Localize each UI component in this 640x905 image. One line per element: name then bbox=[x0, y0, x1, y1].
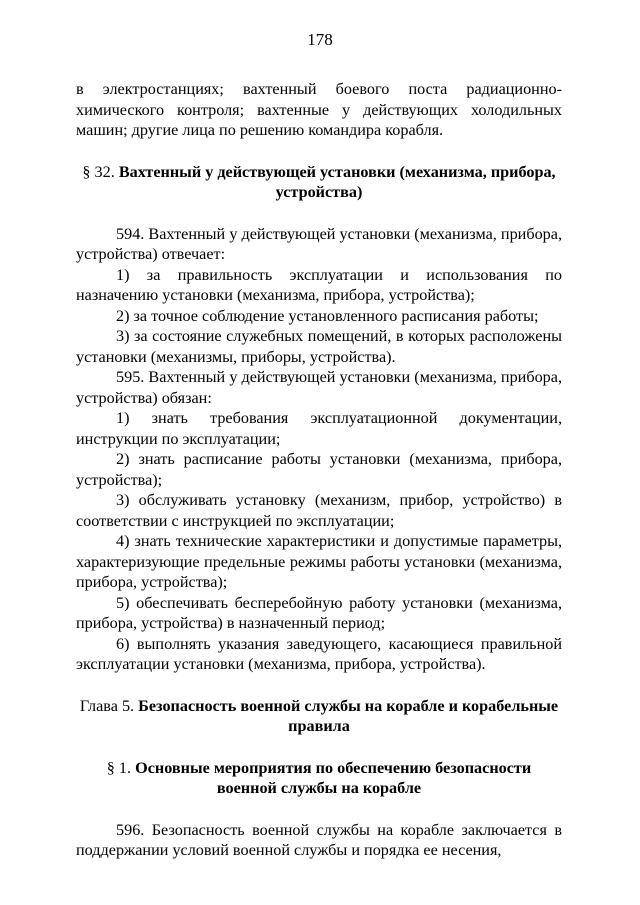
section-32-title: Вахтенный у действующей установки (механизма, прибора, устройства) bbox=[118, 162, 556, 201]
list-item: 3) за состояние служебных помещений, в которых расположены установки (механизмы, приборы, устройства). bbox=[76, 327, 562, 366]
intro-paragraph: в электростанциях; вахтенный боевого поста радиационно-химического контроля; вахтенные у действующих холодильных машин; другие лица по решению командира корабля. bbox=[76, 80, 562, 139]
chapter-5-title: Безопасность военной службы на корабле и корабельные правила bbox=[138, 696, 559, 735]
list-item: 5) обеспечивать бесперебойную работу установки (механизма, прибора, устройства) в назначенный период; bbox=[76, 593, 562, 632]
section-1-prefix: § 1. bbox=[106, 758, 136, 777]
paragraph-595: 595. Вахтенный у действующей установки (механизма, прибора, устройства) обязан: bbox=[76, 368, 562, 407]
section-32-prefix: § 32. bbox=[82, 162, 119, 181]
list-item: 1) за правильность эксплуатации и использования по назначению установки (механизма, прибора, устройства); bbox=[76, 265, 562, 304]
chapter-5-heading bbox=[76, 696, 562, 737]
paragraph-596: 596. Безопасность военной службы на корабле заключается в поддержании условий военной службы и порядка ее несения, bbox=[76, 820, 562, 859]
list-item: 2) за точное соблюдение установленного расписания работы; bbox=[116, 306, 539, 325]
list-item: 2) знать расписание работы установки (механизма, прибора, устройства); bbox=[76, 450, 562, 489]
list-item: 3) обслуживать установку (механизм, прибор, устройство) в соответствии с инструкцией по эксплуатации; bbox=[76, 491, 562, 530]
list-item: 4) знать технические характеристики и допустимые параметры, характеризующие предельные режимы работы установки (механизма, прибора, устройства); bbox=[76, 532, 562, 591]
section-1-heading bbox=[76, 758, 562, 799]
document-body bbox=[76, 79, 562, 861]
section-32-heading bbox=[76, 162, 562, 203]
page-number: 178 bbox=[307, 30, 333, 49]
list-item: 6) выполнять указания заведующего, касающиеся правильной эксплуатации установки (механизма, прибора, устройства). bbox=[76, 634, 562, 673]
paragraph-594: 594. Вахтенный у действующей установки (механизма, прибора, устройства) отвечает: bbox=[76, 224, 562, 263]
list-item: 1) знать требования эксплуатационной документации, инструкции по эксплуатации; bbox=[76, 409, 562, 448]
chapter-5-prefix: Глава 5. bbox=[79, 696, 139, 715]
section-1-title: Основные мероприятия по обеспечению безопасности военной службы на корабле bbox=[135, 758, 532, 797]
